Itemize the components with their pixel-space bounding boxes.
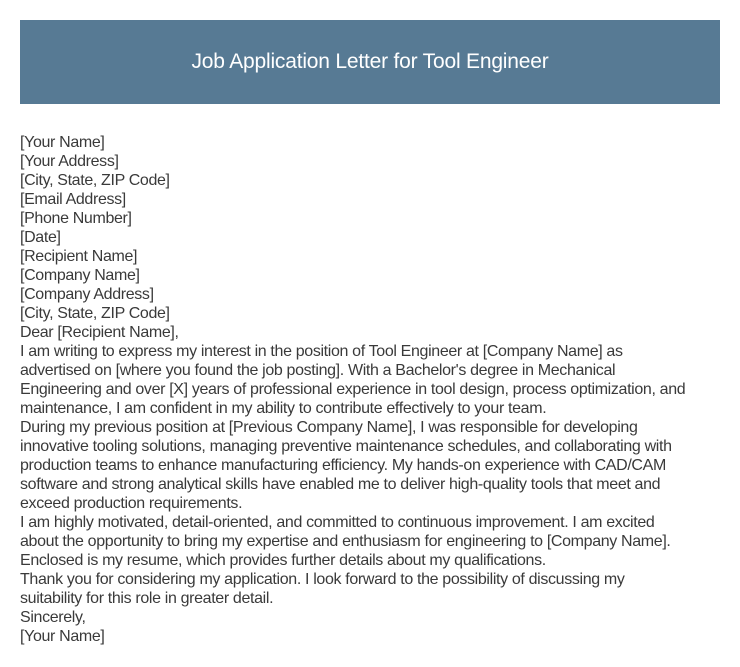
paragraph-experience-line: production teams to enhance manufacturing efficiency. My hands-on experience with CAD/CAM <box>20 457 666 474</box>
paragraph-intro-line: I am writing to express my interest in the position of Tool Engineer at [Company Name] as <box>20 343 623 360</box>
paragraph-closing-line: Thank you for considering my application. I look forward to the possibility of discussing my <box>20 571 625 588</box>
sender-city-state-zip: [City, State, ZIP Code] <box>20 172 170 189</box>
paragraph-motivation-line: I am highly motivated, detail-oriented, and committed to continuous improvement. I am excited <box>20 514 655 531</box>
sender-phone: [Phone Number] <box>20 210 132 227</box>
signature-name: [Your Name] <box>20 628 105 645</box>
paragraph-experience-line: software and strong analytical skills have enabled me to deliver high-quality tools that meet and <box>20 476 661 493</box>
recipient-company-address: [Company Address] <box>20 286 154 303</box>
recipient-city-state-zip: [City, State, ZIP Code] <box>20 305 170 322</box>
page-title: Job Application Letter for Tool Engineer <box>191 50 549 73</box>
paragraph-experience-line: During my previous position at [Previous Company Name], I was responsible for developing <box>20 419 638 436</box>
letter-title-banner <box>20 20 720 104</box>
paragraph-closing-line: suitability for this role in greater detail. <box>20 590 274 607</box>
recipient-company: [Company Name] <box>20 267 140 284</box>
recipient-name: [Recipient Name] <box>20 248 138 265</box>
sign-off: Sincerely, <box>20 609 86 626</box>
sender-address: [Your Address] <box>20 153 119 170</box>
paragraph-intro-line: advertised on [where you found the job posting]. With a Bachelor's degree in Mechanical <box>20 362 616 379</box>
paragraph-motivation-line: about the opportunity to bring my expertise and enthusiasm for engineering to [Company Name]. <box>20 533 671 550</box>
paragraph-experience-line: innovative tooling solutions, managing preventive maintenance schedules, and collaborating with <box>20 438 672 455</box>
sender-email: [Email Address] <box>20 191 126 208</box>
salutation: Dear [Recipient Name], <box>20 324 179 341</box>
letter-body <box>20 133 730 646</box>
paragraph-intro-line: maintenance, I am confident in my ability to contribute effectively to your team. <box>20 400 547 417</box>
sender-name: [Your Name] <box>20 134 105 151</box>
paragraph-intro-line: Engineering and over [X] years of professional experience in tool design, process optimization, and <box>20 381 686 398</box>
letter-date: [Date] <box>20 229 61 246</box>
paragraph-experience-line: exceed production requirements. <box>20 495 243 512</box>
paragraph-enclosure-line: Enclosed is my resume, which provides further details about my qualifications. <box>20 552 546 569</box>
